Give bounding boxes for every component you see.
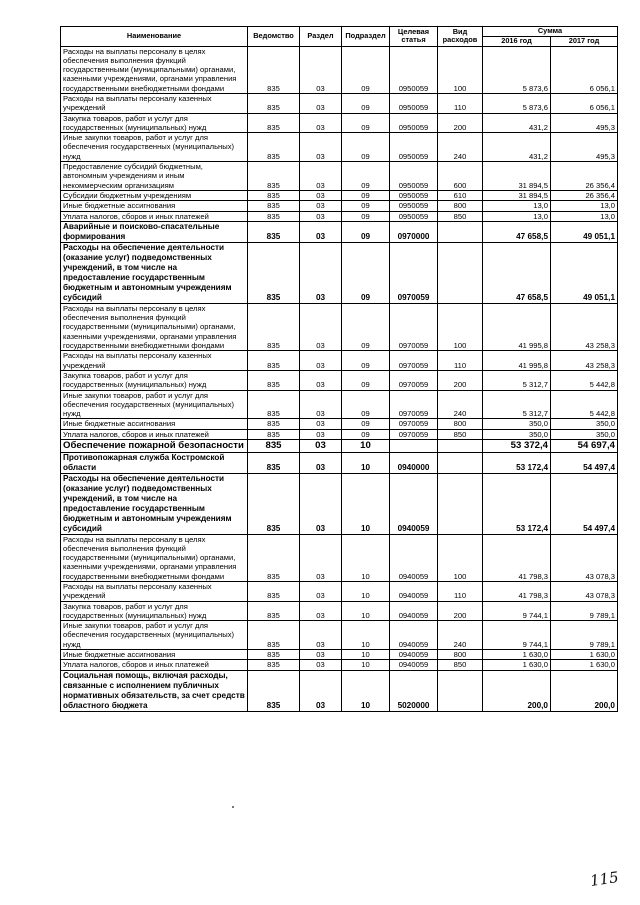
- row-section: 03: [300, 440, 342, 453]
- row-sum-2016: 5 873,6: [483, 93, 551, 113]
- row-department: 835: [248, 211, 300, 221]
- row-department: 835: [248, 621, 300, 650]
- row-subsection: 09: [342, 113, 390, 133]
- row-sum-2016: 431,2: [483, 133, 551, 162]
- row-subsection: 09: [342, 390, 390, 419]
- table-row: [61, 440, 618, 453]
- row-target-article: 0950059: [390, 113, 438, 133]
- row-expense-type: 200: [438, 113, 483, 133]
- row-subsection: 10: [342, 452, 390, 473]
- row-name: Уплата налогов, сборов и иных платежей: [61, 660, 248, 670]
- row-name: Иные бюджетные ассигнования: [61, 201, 248, 211]
- row-target-article: 0950059: [390, 93, 438, 113]
- row-target-article: 0940059: [390, 601, 438, 621]
- row-department: 835: [248, 440, 300, 453]
- row-sum-2017: 350,0: [551, 429, 618, 439]
- row-expense-type: 850: [438, 211, 483, 221]
- row-department: 835: [248, 581, 300, 601]
- row-name: Расходы на выплаты персоналу в целях обеспечения выполнения функций государственными (муниципальными) органами, казенными учреждениями, органами управления государственными внебюджетными фондами: [61, 303, 248, 350]
- row-subsection: 10: [342, 650, 390, 660]
- row-target-article: 0970059: [390, 390, 438, 419]
- row-name: Аварийные и поисково-спасательные формирования: [61, 221, 248, 242]
- row-name: Расходы на обеспечение деятельности (оказание услуг) подведомственных учреждений, в том числе на предоставление государственным бюджетным и автономным учреждениям субсидий: [61, 473, 248, 534]
- row-target-article: 0950059: [390, 190, 438, 200]
- table-row: [61, 201, 618, 211]
- row-expense-type: 100: [438, 534, 483, 581]
- row-department: 835: [248, 601, 300, 621]
- handwritten-page-number: 115: [588, 868, 620, 890]
- table-row: [61, 370, 618, 390]
- row-expense-type: 100: [438, 46, 483, 93]
- table-row: [61, 650, 618, 660]
- budget-table-sheet: [60, 26, 617, 712]
- table-row: [61, 242, 618, 303]
- header-subsection: Подраздел: [342, 27, 390, 47]
- row-name: Закупка товаров, работ и услуг для государственных (муниципальных) нужд: [61, 601, 248, 621]
- table-row: [61, 621, 618, 650]
- row-subsection: 09: [342, 429, 390, 439]
- row-subsection: 10: [342, 473, 390, 534]
- row-department: 835: [248, 473, 300, 534]
- row-sum-2016: 5 312,7: [483, 390, 551, 419]
- row-subsection: 09: [342, 190, 390, 200]
- row-section: 03: [300, 670, 342, 711]
- row-name: Иные бюджетные ассигнования: [61, 650, 248, 660]
- table-row: [61, 581, 618, 601]
- row-expense-type: 610: [438, 190, 483, 200]
- row-target-article: 0940059: [390, 534, 438, 581]
- row-name: Расходы на выплаты персоналу в целях обеспечения выполнения функций государственными (муниципальными) органами, казенными учреждениями, органами управления государственными внебюджетными фондами: [61, 534, 248, 581]
- row-sum-2017: 54 497,4: [551, 473, 618, 534]
- row-section: 03: [300, 534, 342, 581]
- row-name: Предоставление субсидий бюджетным, автономным учреждениям и иным некоммерческим организациям: [61, 162, 248, 191]
- table-row: [61, 46, 618, 93]
- table-row: [61, 93, 618, 113]
- row-section: 03: [300, 133, 342, 162]
- row-target-article: [390, 440, 438, 453]
- row-section: 03: [300, 93, 342, 113]
- row-section: 03: [300, 660, 342, 670]
- row-expense-type: 110: [438, 581, 483, 601]
- row-name: Расходы на выплаты персоналу в целях обеспечения выполнения функций государственными (муниципальными) органами, казенными учреждениями, органами управления государственными внебюджетными фондами: [61, 46, 248, 93]
- table-row: [61, 670, 618, 711]
- row-sum-2016: 41 798,3: [483, 534, 551, 581]
- row-target-article: 0950059: [390, 201, 438, 211]
- row-department: 835: [248, 534, 300, 581]
- row-sum-2016: 350,0: [483, 419, 551, 429]
- row-name: Иные бюджетные ассигнования: [61, 419, 248, 429]
- header-section: Раздел: [300, 27, 342, 47]
- row-sum-2016: 1 630,0: [483, 660, 551, 670]
- header-target-article: Целевая статья: [390, 27, 438, 47]
- row-sum-2016: 5 873,6: [483, 46, 551, 93]
- row-department: 835: [248, 660, 300, 670]
- row-sum-2017: 13,0: [551, 211, 618, 221]
- row-name: Противопожарная служба Костромской области: [61, 452, 248, 473]
- row-name: Субсидии бюджетным учреждениям: [61, 190, 248, 200]
- row-department: 835: [248, 452, 300, 473]
- row-sum-2017: 43 258,3: [551, 351, 618, 371]
- row-sum-2016: 53 172,4: [483, 473, 551, 534]
- row-sum-2016: 41 798,3: [483, 581, 551, 601]
- row-expense-type: 200: [438, 601, 483, 621]
- row-department: 835: [248, 242, 300, 303]
- table-row: [61, 351, 618, 371]
- row-sum-2016: 13,0: [483, 211, 551, 221]
- row-department: 835: [248, 221, 300, 242]
- row-sum-2017: 9 789,1: [551, 621, 618, 650]
- row-expense-type: 800: [438, 201, 483, 211]
- row-department: 835: [248, 46, 300, 93]
- row-sum-2017: 6 056,1: [551, 46, 618, 93]
- row-subsection: 10: [342, 621, 390, 650]
- row-target-article: 0950059: [390, 211, 438, 221]
- table-row: [61, 534, 618, 581]
- row-expense-type: 800: [438, 650, 483, 660]
- table-row: [61, 221, 618, 242]
- row-expense-type: 110: [438, 351, 483, 371]
- row-department: 835: [248, 419, 300, 429]
- row-sum-2016: 9 744,1: [483, 601, 551, 621]
- header-sum: Сумма: [483, 27, 618, 37]
- row-section: 03: [300, 113, 342, 133]
- table-row: [61, 162, 618, 191]
- row-expense-type: [438, 473, 483, 534]
- row-sum-2017: 495,3: [551, 113, 618, 133]
- row-subsection: 09: [342, 351, 390, 371]
- row-name: Закупка товаров, работ и услуг для государственных (муниципальных) нужд: [61, 113, 248, 133]
- row-sum-2017: 49 051,1: [551, 221, 618, 242]
- row-subsection: 10: [342, 601, 390, 621]
- row-section: 03: [300, 303, 342, 350]
- row-target-article: 0970059: [390, 419, 438, 429]
- row-target-article: 0940059: [390, 660, 438, 670]
- row-expense-type: [438, 242, 483, 303]
- row-target-article: 0950059: [390, 46, 438, 93]
- row-sum-2016: 200,0: [483, 670, 551, 711]
- row-sum-2017: 26 356,4: [551, 190, 618, 200]
- header-name: Наименование: [61, 27, 248, 47]
- row-expense-type: 240: [438, 390, 483, 419]
- table-row: [61, 190, 618, 200]
- table-row: [61, 601, 618, 621]
- row-expense-type: 100: [438, 303, 483, 350]
- row-sum-2017: 26 356,4: [551, 162, 618, 191]
- table-row: [61, 429, 618, 439]
- row-sum-2017: 350,0: [551, 419, 618, 429]
- row-expense-type: [438, 440, 483, 453]
- row-expense-type: [438, 452, 483, 473]
- row-sum-2016: 41 995,8: [483, 303, 551, 350]
- row-subsection: 09: [342, 221, 390, 242]
- row-sum-2016: 31 894,5: [483, 190, 551, 200]
- row-target-article: 0970059: [390, 303, 438, 350]
- row-expense-type: [438, 670, 483, 711]
- row-section: 03: [300, 581, 342, 601]
- table-row: [61, 211, 618, 221]
- row-expense-type: 240: [438, 133, 483, 162]
- table-row: [61, 419, 618, 429]
- table-row: [61, 113, 618, 133]
- row-section: 03: [300, 46, 342, 93]
- row-expense-type: 200: [438, 370, 483, 390]
- row-sum-2016: 1 630,0: [483, 650, 551, 660]
- row-name: Расходы на обеспечение деятельности (оказание услуг) подведомственных учреждений, в том числе на предоставление государственным бюджетным и автономным учреждениям субсидий: [61, 242, 248, 303]
- row-expense-type: [438, 221, 483, 242]
- row-sum-2017: 43 258,3: [551, 303, 618, 350]
- row-subsection: 09: [342, 242, 390, 303]
- row-section: 03: [300, 190, 342, 200]
- row-section: 03: [300, 419, 342, 429]
- row-department: 835: [248, 650, 300, 660]
- row-department: 835: [248, 162, 300, 191]
- row-department: 835: [248, 113, 300, 133]
- row-sum-2016: 5 312,7: [483, 370, 551, 390]
- row-sum-2017: 5 442,8: [551, 390, 618, 419]
- row-target-article: 0970059: [390, 429, 438, 439]
- row-section: 03: [300, 221, 342, 242]
- row-sum-2017: 9 789,1: [551, 601, 618, 621]
- row-sum-2017: 200,0: [551, 670, 618, 711]
- row-subsection: 09: [342, 303, 390, 350]
- row-department: 835: [248, 390, 300, 419]
- budget-table-body: [61, 46, 618, 711]
- row-department: 835: [248, 670, 300, 711]
- row-section: 03: [300, 351, 342, 371]
- row-target-article: 5020000: [390, 670, 438, 711]
- row-sum-2017: 13,0: [551, 201, 618, 211]
- table-row: [61, 660, 618, 670]
- row-section: 03: [300, 429, 342, 439]
- header-department: Ведомство: [248, 27, 300, 47]
- row-section: 03: [300, 162, 342, 191]
- row-name: Социальная помощь, включая расходы, связанные с исполнением публичных нормативных обязательств, за счет средств областного бюджета: [61, 670, 248, 711]
- row-sum-2016: 431,2: [483, 113, 551, 133]
- row-name: Расходы на выплаты персоналу казенных учреждений: [61, 351, 248, 371]
- table-row: [61, 133, 618, 162]
- row-subsection: 10: [342, 581, 390, 601]
- table-row: [61, 303, 618, 350]
- row-subsection: 09: [342, 162, 390, 191]
- row-target-article: 0950059: [390, 162, 438, 191]
- row-expense-type: 800: [438, 419, 483, 429]
- row-name: Расходы на выплаты персоналу казенных учреждений: [61, 93, 248, 113]
- row-target-article: 0940059: [390, 621, 438, 650]
- row-subsection: 09: [342, 211, 390, 221]
- row-expense-type: 110: [438, 93, 483, 113]
- row-sum-2017: 495,3: [551, 133, 618, 162]
- row-section: 03: [300, 473, 342, 534]
- row-subsection: 09: [342, 419, 390, 429]
- row-department: 835: [248, 133, 300, 162]
- row-expense-type: 240: [438, 621, 483, 650]
- row-sum-2017: 49 051,1: [551, 242, 618, 303]
- row-name: Иные закупки товаров, работ и услуг для обеспечения государственных (муниципальных) нужд: [61, 621, 248, 650]
- row-target-article: 0940059: [390, 473, 438, 534]
- row-subsection: 09: [342, 93, 390, 113]
- scan-speck: [232, 806, 234, 808]
- header-year-2016: 2016 год: [483, 36, 551, 46]
- row-section: 03: [300, 211, 342, 221]
- row-target-article: 0950059: [390, 133, 438, 162]
- row-subsection: 10: [342, 440, 390, 453]
- row-subsection: 10: [342, 534, 390, 581]
- row-sum-2017: 1 630,0: [551, 660, 618, 670]
- row-target-article: 0970059: [390, 351, 438, 371]
- row-sum-2016: 41 995,8: [483, 351, 551, 371]
- row-name: Закупка товаров, работ и услуг для государственных (муниципальных) нужд: [61, 370, 248, 390]
- row-target-article: 0940000: [390, 452, 438, 473]
- budget-table: [60, 26, 618, 712]
- row-sum-2016: 9 744,1: [483, 621, 551, 650]
- row-department: 835: [248, 351, 300, 371]
- row-target-article: 0940059: [390, 581, 438, 601]
- row-name: Иные закупки товаров, работ и услуг для обеспечения государственных (муниципальных) нужд: [61, 390, 248, 419]
- row-section: 03: [300, 601, 342, 621]
- row-section: 03: [300, 201, 342, 211]
- row-section: 03: [300, 650, 342, 660]
- row-section: 03: [300, 390, 342, 419]
- row-sum-2017: 6 056,1: [551, 93, 618, 113]
- row-expense-type: 600: [438, 162, 483, 191]
- row-name: Уплата налогов, сборов и иных платежей: [61, 429, 248, 439]
- row-sum-2017: 1 630,0: [551, 650, 618, 660]
- row-department: 835: [248, 303, 300, 350]
- row-name: Расходы на выплаты персоналу казенных учреждений: [61, 581, 248, 601]
- row-target-article: 0970059: [390, 370, 438, 390]
- row-target-article: 0970000: [390, 221, 438, 242]
- row-subsection: 09: [342, 46, 390, 93]
- row-sum-2017: 54 697,4: [551, 440, 618, 453]
- row-name: Обеспечение пожарной безопасности: [61, 440, 248, 453]
- row-section: 03: [300, 242, 342, 303]
- row-section: 03: [300, 452, 342, 473]
- row-expense-type: 850: [438, 429, 483, 439]
- row-department: 835: [248, 201, 300, 211]
- header-year-2017: 2017 год: [551, 36, 618, 46]
- row-sum-2016: 47 658,5: [483, 242, 551, 303]
- row-name: Иные закупки товаров, работ и услуг для обеспечения государственных (муниципальных) нужд: [61, 133, 248, 162]
- row-sum-2017: 43 078,3: [551, 534, 618, 581]
- row-sum-2016: 13,0: [483, 201, 551, 211]
- row-target-article: 0940059: [390, 650, 438, 660]
- row-section: 03: [300, 621, 342, 650]
- row-sum-2017: 43 078,3: [551, 581, 618, 601]
- row-sum-2016: 350,0: [483, 429, 551, 439]
- row-subsection: 10: [342, 670, 390, 711]
- table-row: [61, 473, 618, 534]
- row-section: 03: [300, 370, 342, 390]
- row-target-article: 0970059: [390, 242, 438, 303]
- row-subsection: 09: [342, 201, 390, 211]
- table-row: [61, 452, 618, 473]
- header-expense-type: Вид расходов: [438, 27, 483, 47]
- row-sum-2016: 53 372,4: [483, 440, 551, 453]
- table-row: [61, 390, 618, 419]
- row-name: Уплата налогов, сборов и иных платежей: [61, 211, 248, 221]
- row-department: 835: [248, 190, 300, 200]
- row-expense-type: 850: [438, 660, 483, 670]
- row-sum-2017: 5 442,8: [551, 370, 618, 390]
- row-department: 835: [248, 93, 300, 113]
- row-department: 835: [248, 429, 300, 439]
- row-subsection: 09: [342, 133, 390, 162]
- row-subsection: 09: [342, 370, 390, 390]
- row-department: 835: [248, 370, 300, 390]
- row-subsection: 10: [342, 660, 390, 670]
- row-sum-2017: 54 497,4: [551, 452, 618, 473]
- row-sum-2016: 47 658,5: [483, 221, 551, 242]
- row-sum-2016: 31 894,5: [483, 162, 551, 191]
- row-sum-2016: 53 172,4: [483, 452, 551, 473]
